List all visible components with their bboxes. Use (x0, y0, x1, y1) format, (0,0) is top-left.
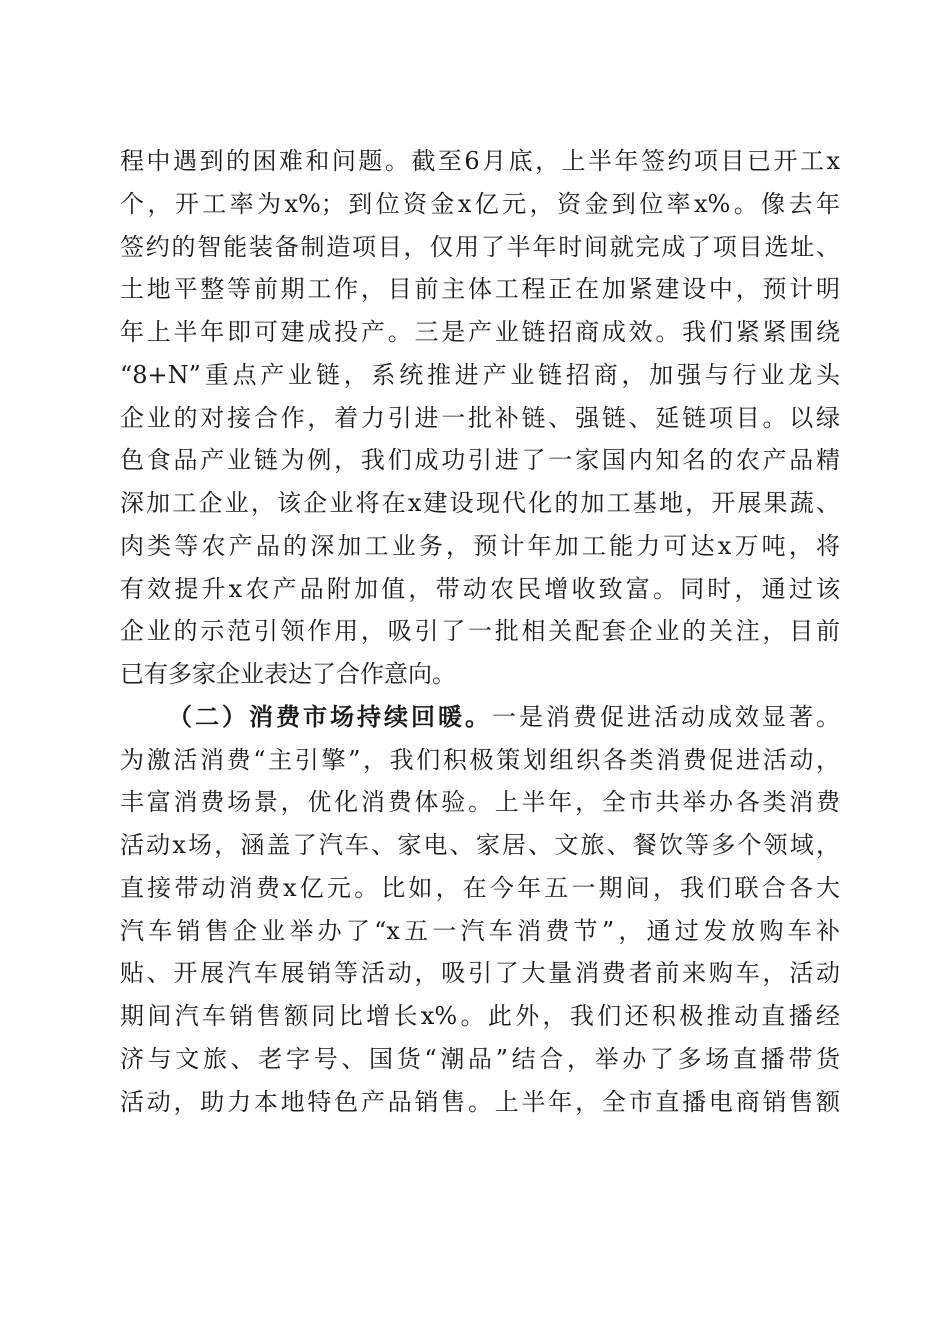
text-line: “8+N”重点产业链，系统推进产业链招商，加强与行业龙头 (120, 360, 840, 389)
paragraph-end-line: 已有多家企业表达了合作意向。 (120, 660, 456, 688)
text-line: 贴、开展汽车展销等活动，吸引了大量消费者前来购车，活动 (120, 959, 840, 988)
text-line: 企业的对接合作，着力引进一批补链、强链、延链项目。以绿 (120, 403, 840, 432)
section-first-line (120, 696, 840, 739)
text-line: 济与文旅、老字号、国货“潮品”结合，举办了多场直播带货 (120, 1044, 840, 1073)
text-line: 深加工企业，该企业将在x建设现代化的加工基地，开展果蔬、 (120, 489, 840, 517)
section-heading: （二）消费市场持续回暖。 (168, 701, 492, 731)
text-line: 个，开工率为x%；到位资金x亿元，资金到位率x%。像去年 (120, 189, 840, 218)
text-line: 直接带动消费x亿元。比如，在今年五一期间，我们联合各大 (120, 873, 840, 902)
text-line: 色食品产业链为例，我们成功引进了一家国内知名的农产品精 (120, 446, 840, 475)
text-line: 期间汽车销售额同比增长x%。此外，我们还积极推动直播经 (120, 1002, 840, 1030)
text-line: 有效提升x农产品附加值，带动农民增收致富。同时，通过该 (120, 574, 840, 603)
text-line: 签约的智能装备制造项目，仅用了半年时间就完成了项目选址、 (120, 232, 840, 261)
text-line: 活动，助力本地特色产品销售。上半年，全市直播电商销售额 (120, 1087, 840, 1116)
text-line: 丰富消费场景，优化消费体验。上半年，全市共举办各类消费 (120, 788, 840, 817)
text-line: 活动x场，涵盖了汽车、家电、家居、文旅、餐饮等多个领域， (120, 831, 840, 859)
text-line: 汽车销售企业举办了“x五一汽车消费节”，通过发放购车补 (120, 916, 840, 945)
section-first-line-text: 一是消费促进活动成效显著。 (492, 702, 840, 731)
text-line: 程中遇到的困难和问题。截至6月底，上半年签约项目已开工x (120, 147, 840, 175)
text-line: 企业的示范引领作用，吸引了一批相关配套企业的关注，目前 (120, 617, 840, 646)
text-line: 土地平整等前期工作，目前主体工程正在加紧建设中，预计明 (120, 275, 840, 304)
text-line: 肉类等农产品的深加工业务，预计年加工能力可达x万吨，将 (120, 531, 840, 560)
body-text (120, 140, 840, 1123)
text-line: 年上半年即可建成投产。三是产业链招商成效。我们紧紧围绕 (120, 318, 840, 346)
text-line: 为激活消费“主引擎”，我们积极策划组织各类消费促进活动， (120, 745, 840, 774)
